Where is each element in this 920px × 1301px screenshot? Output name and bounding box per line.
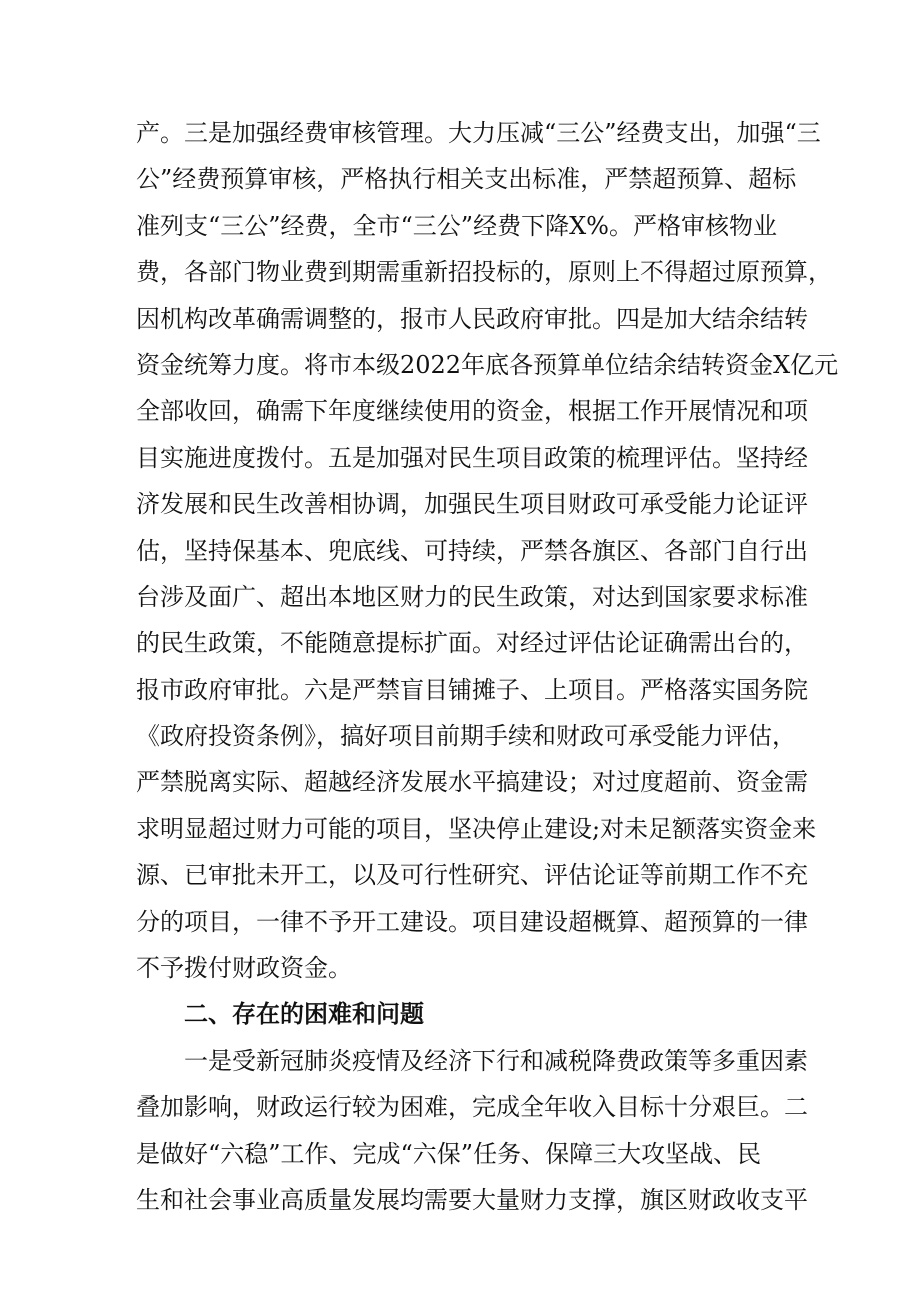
text-line: 求明显超过财力可能的项目，坚决停止建设;对未足额落实资金来 [136, 814, 817, 843]
text-line: 一是受新冠肺炎疫情及经济下行和减税降费政策等多重因素 [184, 1046, 808, 1075]
text-line: 源、已审批未开工，以及可行性研究、评估论证等前期工作不充 [136, 861, 808, 890]
section-heading: 二、存在的困难和问题 [184, 1000, 424, 1029]
body-text [136, 110, 839, 1223]
text-line: 报市政府审批。六是严禁盲目铺摊子、上项目。严格落实国务院 [136, 675, 808, 704]
text-line: 准列支“三公”经费，全市“三公”经费下降X%。严格审核物业 [136, 211, 777, 240]
text-line: 济发展和民生改善相协调，加强民生项目财政可承受能力论证评 [136, 490, 808, 519]
text-line: 估，坚持保基本、兜底线、可持续，严禁各旗区、各部门自行出 [136, 536, 808, 565]
text-line: 《政府投资条例》，搞好项目前期手续和财政可承受能力评估， [136, 722, 796, 751]
text-line: 生和社会事业高质量发展均需要大量财力支撑，旗区财政收支平 [136, 1185, 808, 1214]
text-line: 分的项目，一律不予开工建设。项目建设超概算、超预算的一律 [136, 907, 808, 936]
text-line: 公”经费预算审核，严格执行相关支出标准，严禁超预算、超标 [136, 165, 797, 194]
text-line: 费，各部门物业费到期需重新招投标的，原则上不得超过原预算， [136, 258, 832, 287]
text-line: 是做好“六稳”工作、完成“六保”任务、保障三大攻坚战、民 [136, 1139, 762, 1168]
text-line: 的民生政策，不能随意提标扩面。对经过评估论证确需出台的， [136, 629, 808, 658]
text-line: 因机构改革确需调整的，报市人民政府审批。四是加大结余结转 [136, 304, 808, 333]
text-line: 台涉及面广、超出本地区财力的民生政策，对达到国家要求标准 [136, 582, 808, 611]
text-line: 叠加影响，财政运行较为困难，完成全年收入目标十分艰巨。二 [136, 1093, 808, 1122]
text-line: 全部收回，确需下年度继续使用的资金，根据工作开展情况和项 [136, 397, 808, 426]
text-line: 产。三是加强经费审核管理。大力压减“三公”经费支出，加强“三 [136, 119, 821, 147]
text-line: 不予拨付财政资金。 [136, 954, 352, 983]
text-line: 资金统筹力度。将市本级2022年底各预算单位结余结转资金X亿元 [136, 350, 839, 379]
text-line: 目实施进度拨付。五是加强对民生项目政策的梳理评估。坚持经 [136, 443, 808, 472]
text-line: 严禁脱离实际、超越经济发展水平搞建设；对过度超前、资金需 [136, 768, 808, 797]
